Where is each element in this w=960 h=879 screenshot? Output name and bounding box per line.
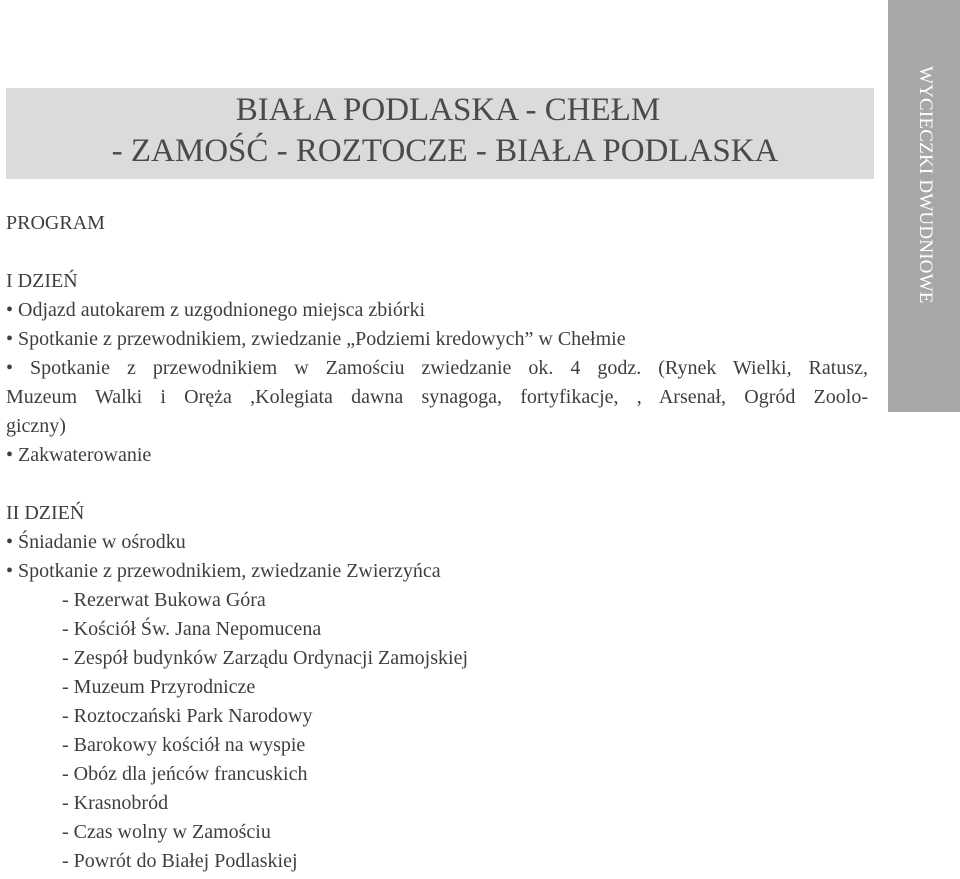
- program-heading: PROGRAM: [6, 212, 105, 234]
- day2-subitem: - Zespół budynków Zarządu Ordynacji Zamojskiej: [62, 647, 468, 669]
- day1-item: • Zakwaterowanie: [6, 444, 152, 466]
- day2-heading: II DZIEŃ: [6, 502, 85, 524]
- day2-subitem: - Czas wolny w Zamościu: [62, 821, 271, 843]
- day1-heading: I DZIEŃ: [6, 270, 78, 292]
- day2-subitem: - Muzeum Przyrodnicze: [62, 676, 256, 698]
- day2-item: • Śniadanie w ośrodku: [6, 531, 186, 553]
- day1-item: • Odjazd autokarem z uzgodnionego miejsca zbiórki: [6, 299, 426, 321]
- day2-item: • Spotkanie z przewodnikiem, zwiedzanie Zwierzyńca: [6, 560, 441, 582]
- page-title-line-1: BIAŁA PODLASKA - CHEŁM: [235, 92, 661, 128]
- day1-item: • Spotkanie z przewodnikiem, zwiedzanie „Podziemi kredowych” w Chełmie: [6, 328, 626, 350]
- day2-subitem: - Roztoczański Park Narodowy: [62, 705, 313, 727]
- day1-item-continuation: giczny): [6, 415, 66, 437]
- side-tab-label: WYCIECZKI DWUDNIOWE: [915, 66, 936, 304]
- day2-subitem: - Rezerwat Bukowa Góra: [62, 589, 266, 611]
- day2-subitem: - Barokowy kościół na wyspie: [62, 734, 306, 756]
- day2-subitem: - Obóz dla jeńców francuskich: [62, 763, 308, 785]
- day2-subitem: - Kościół Św. Jana Nepomucena: [62, 618, 322, 640]
- day1-item-continuation: Muzeum Walki i Oręża ,Kolegiata dawna synagoga, fortyfikacje, , Arsenał, Ogród Zoolo-: [6, 386, 868, 408]
- day1-item: • Spotkanie z przewodnikiem w Zamościu zwiedzanie ok. 4 godz. (Rynek Wielki, Ratusz,: [6, 357, 868, 379]
- day2-subitem: - Powrót do Białej Podlaskiej: [62, 850, 298, 872]
- day2-subitem: - Krasnobród: [62, 792, 169, 814]
- page-title-line-2: - ZAMOŚĆ - ROZTOCZE - BIAŁA PODLASKA: [111, 133, 779, 169]
